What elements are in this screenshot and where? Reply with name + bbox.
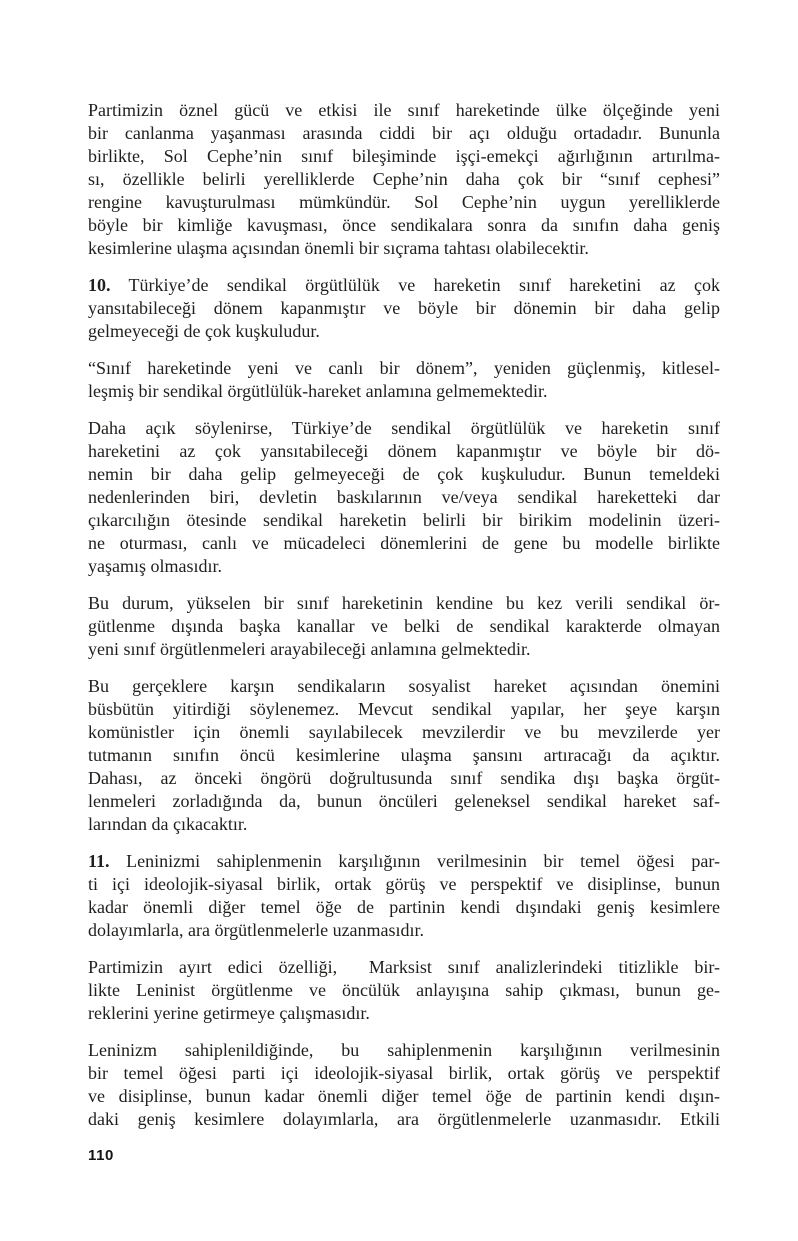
text-line: nemin bir daha gelip gelmeyeceği de çok kuşkuludur. Bunun temeldeki bbox=[88, 464, 720, 484]
paragraph bbox=[88, 592, 720, 661]
text-line: sı, özellikle belirli yerelliklerde Cephe’nin daha çok bir “sınıf cephesi” bbox=[88, 169, 720, 189]
paragraph bbox=[88, 956, 720, 1025]
text-line: büsbütün yitirdiği söylenemez. Mevcut sendikal yapılar, her şeye karşın bbox=[88, 699, 720, 719]
text-line: rengine kavuşturulması mümkündür. Sol Cephe’nin uygun yerelliklerde bbox=[88, 192, 720, 212]
text-line: Partimizin öznel gücü ve etkisi ile sınıf hareketinde ülke ölçeğinde yeni bbox=[88, 100, 720, 120]
line-text: Türkiye’de sendikal örgütlülük ve hareketin sınıf hareketini az çok bbox=[110, 275, 720, 295]
text-line: dolayımlarla, ara örgütlenmelerle uzanmasıdır. bbox=[88, 920, 425, 940]
text-line: gelmeyeceği de çok kuşkuludur. bbox=[88, 321, 320, 341]
text-line bbox=[88, 274, 720, 297]
text-line: Leninizm sahiplenildiğinde, bu sahiplenmenin karşılığının verilmesinin bbox=[88, 1040, 720, 1060]
page-number: 110 bbox=[88, 1147, 114, 1164]
text-line: yeni sınıf örgütlenmeleri arayabileceği anlamına gelmektedir. bbox=[88, 639, 531, 659]
text-line: bir canlanma yaşanması arasında ciddi bir açı olduğu ortadadır. Bununla bbox=[88, 123, 720, 143]
text-line: gütlenme dışında başka kanallar ve belki de sendikal karakterde olmayan bbox=[88, 616, 720, 636]
text-line: leşmiş bir sendikal örgütlülük-hareket anlamına gelmemektedir. bbox=[88, 381, 548, 401]
text-line: daki geniş kesimlere dolayımlarla, ara örgütlenmelerle uzanmasıdır. Etkili bbox=[88, 1109, 720, 1129]
text-line: kesimlerine ulaşma açısından önemli bir sıçrama tahtası olabilecektir. bbox=[88, 238, 589, 258]
text-line: “Sınıf hareketinde yeni ve canlı bir dönem”, yeniden güçlenmiş, kitlesel- bbox=[88, 358, 720, 378]
text-line: Daha açık söylenirse, Türkiye’de sendikal örgütlülük ve hareketin sınıf bbox=[88, 418, 720, 438]
text-line: komünistler için önemli sayılabilecek mevzilerdir ve bu mevzilerde yer bbox=[88, 722, 720, 742]
paragraph bbox=[88, 274, 720, 343]
text-line: ve disiplinse, bunun kadar önemli diğer temel öğe de partinin kendi dışın- bbox=[88, 1086, 720, 1106]
text-line: likte Leninist örgütlenme ve öncülük anlayışına sahip çıkması, bunun ge- bbox=[88, 980, 720, 1000]
text-line: böyle bir kimliğe kavuşması, önce sendikalara sonra da sınıfın daha geniş bbox=[88, 215, 720, 235]
text-line: tutmanın sınıfın öncü kesimlerine ulaşma şansını artıracağı da açıktır. bbox=[88, 745, 720, 765]
text-line: Dahası, az önceki öngörü doğrultusunda sınıf sendika dışı başka örgüt- bbox=[88, 768, 720, 788]
text-line: larından da çıkacaktır. bbox=[88, 814, 248, 834]
text-line: çıkarcılığın ötesinde sendikal hareketin belirli bir birikim modelinin üzeri- bbox=[88, 510, 720, 530]
text-line: Bu gerçeklere karşın sendikaların sosyalist hareket açısından önemini bbox=[88, 676, 720, 696]
text-line: nedenlerinden biri, devletin baskılarının ve/veya sendikal hareketteki dar bbox=[88, 487, 720, 507]
paragraph bbox=[88, 99, 720, 260]
paragraph bbox=[88, 850, 720, 942]
text-line bbox=[88, 850, 720, 873]
text-line: ne oturması, canlı ve mücadeleci dönemlerini de gene bu modelle birlikte bbox=[88, 533, 720, 553]
text-line: ti içi ideolojik-siyasal birlik, ortak görüş ve perspektif ve disiplinse, bunun bbox=[88, 874, 720, 894]
text-line: yansıtabileceği dönem kapanmıştır ve böyle bir dönemin bir daha gelip bbox=[88, 298, 720, 318]
text-line: lenmeleri zorladığında da, bunun öncüleri geleneksel sendikal hareket saf- bbox=[88, 791, 720, 811]
text-line: yaşamış olmasıdır. bbox=[88, 556, 222, 576]
text-line: kadar önemli diğer temel öğe de partinin kendi dışındaki geniş kesimlere bbox=[88, 897, 720, 917]
paragraph bbox=[88, 675, 720, 836]
text-line: hareketini az çok yansıtabileceği dönem kapanmıştır ve böyle bir dö- bbox=[88, 441, 720, 461]
text-line: birlikte, Sol Cephe’nin sınıf bileşiminde işçi-emekçi ağırlığının artırılma- bbox=[88, 146, 720, 166]
text-line: Bu durum, yükselen bir sınıf hareketinin kendine bu kez verili sendikal ör- bbox=[88, 593, 720, 613]
text-line: Partimizin ayırt edici özelliği, Marksist sınıf analizlerindeki titizlikle bir- bbox=[88, 957, 720, 977]
paragraph bbox=[88, 1039, 720, 1131]
section-number: 11. bbox=[88, 851, 110, 871]
paragraph bbox=[88, 357, 720, 403]
text-line: reklerini yerine getirmeye çalışmasıdır. bbox=[88, 1003, 370, 1023]
body-text bbox=[88, 99, 720, 1145]
paragraph bbox=[88, 417, 720, 578]
line-text: Leninizmi sahiplenmenin karşılığının verilmesinin bir temel öğesi par- bbox=[109, 851, 720, 871]
text-line: bir temel öğesi parti içi ideolojik-siyasal birlik, ortak görüş ve perspektif bbox=[88, 1063, 720, 1083]
section-number: 10. bbox=[88, 275, 111, 295]
